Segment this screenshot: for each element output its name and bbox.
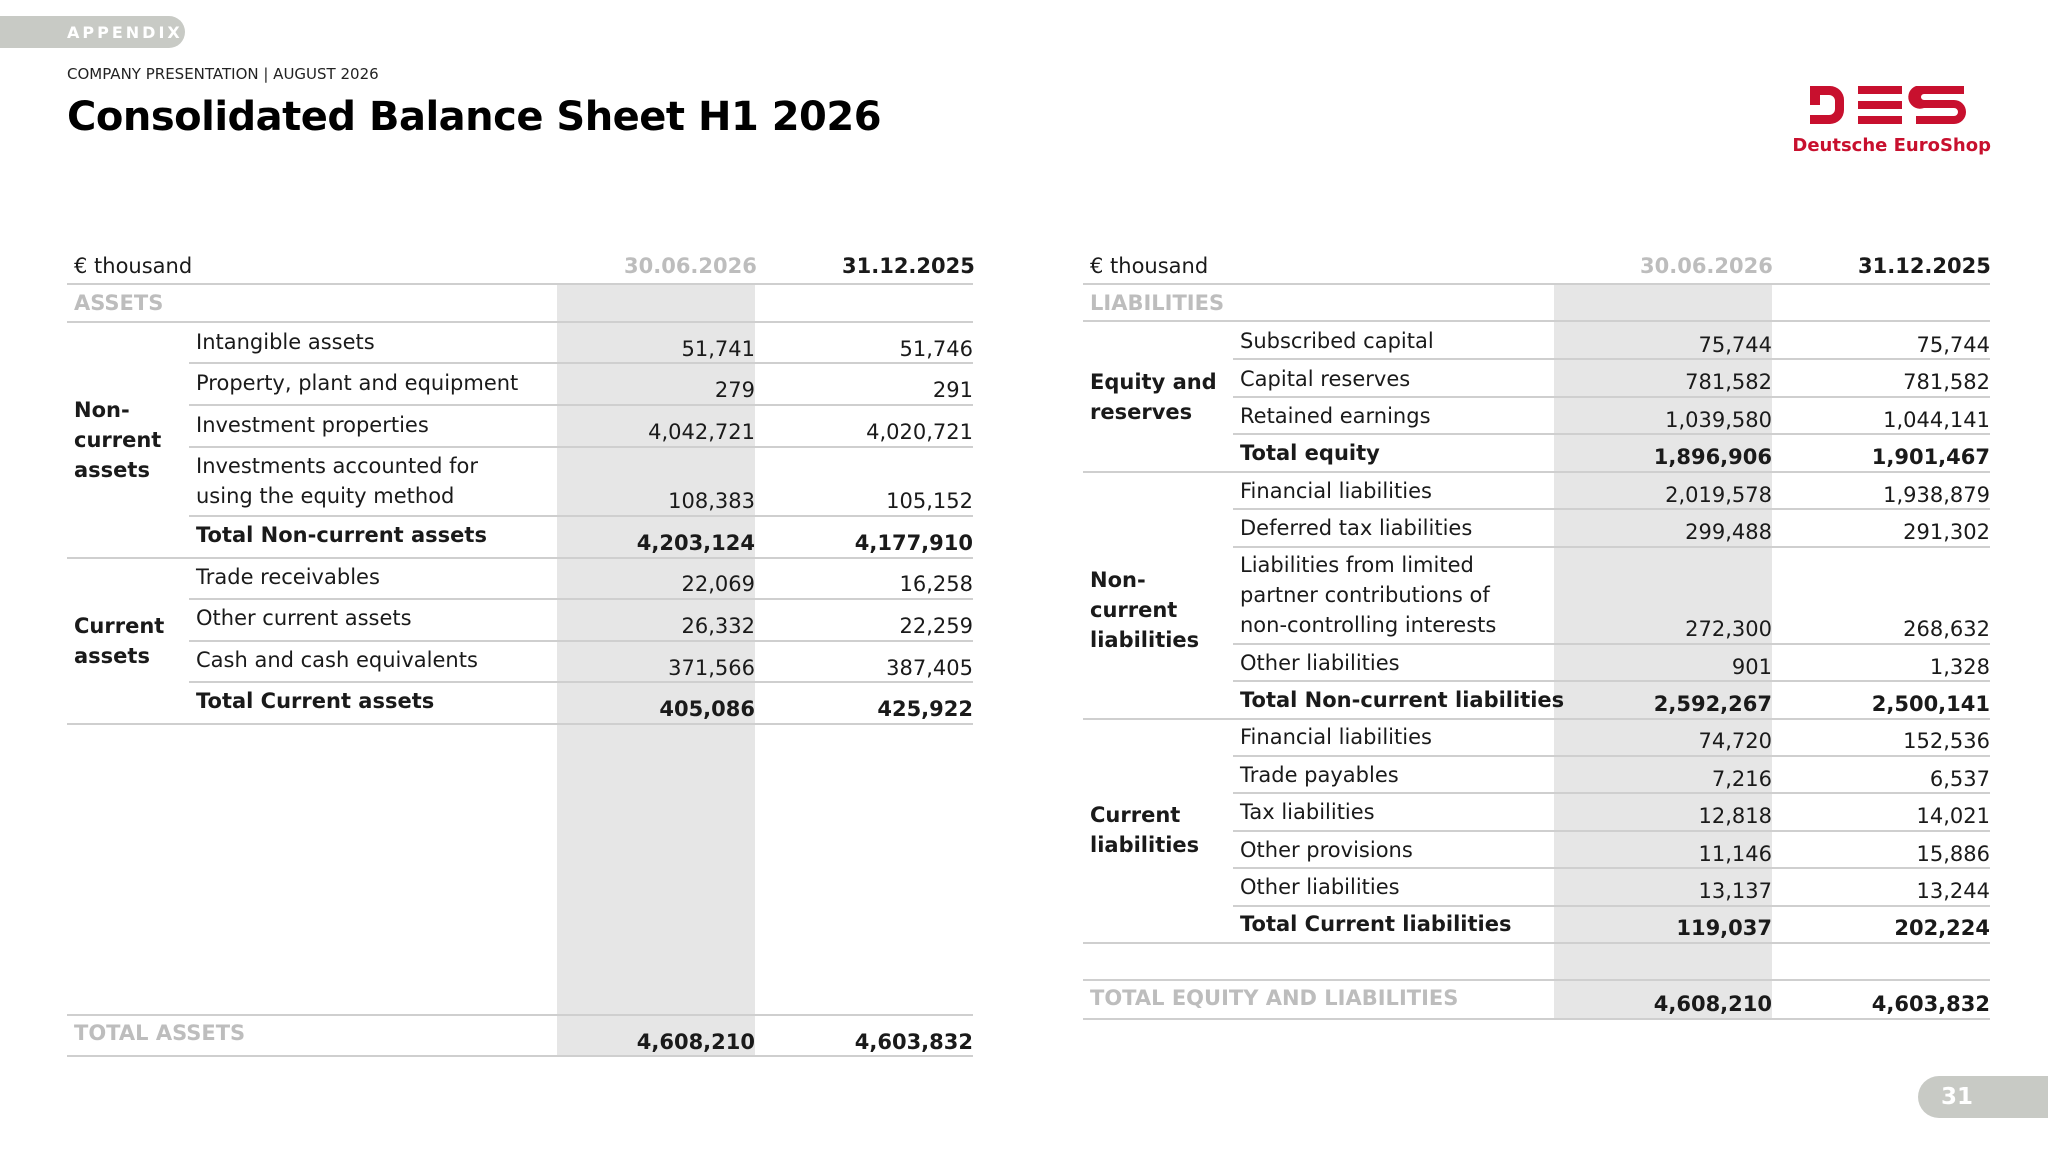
assets-total-value-current: 405,086 [659, 697, 755, 721]
divider [1233, 755, 1990, 757]
liabilities-row-value-prior: 75,744 [1916, 333, 1990, 357]
group-label-noncurrent-assets: Non-current assets [74, 398, 162, 482]
divider [1233, 867, 1990, 869]
divider [67, 557, 973, 559]
liabilities-row-value-current: 1,039,580 [1665, 408, 1772, 432]
liabilities-row-value-prior: 152,536 [1903, 729, 1990, 753]
divider [67, 1055, 973, 1057]
assets-row-value-current: 371,566 [668, 656, 755, 680]
divider [189, 362, 973, 364]
divider [1233, 358, 1990, 360]
assets-row-label: Investments accounted for using the equity method [196, 454, 479, 508]
divider [1083, 979, 1990, 981]
divider [1083, 1018, 1990, 1020]
divider [1233, 433, 1990, 435]
liabilities-row-label: Tax liabilities [1240, 800, 1375, 824]
liabilities-row-value-current: 75,744 [1698, 333, 1772, 357]
liabilities-row-label: Liabilities from limited partner contributions of non-controlling interests [1240, 553, 1497, 637]
liabilities-unit-label: € thousand [1090, 254, 1209, 278]
divider [189, 598, 973, 600]
assets-row-value-current: 108,383 [668, 489, 755, 513]
liabilities-row-value-current: 7,216 [1711, 767, 1772, 791]
divider [189, 681, 973, 683]
assets-row-value-prior: 4,020,721 [866, 420, 973, 444]
total-equity-liabilities-label: TOTAL EQUITY AND LIABILITIES [1090, 986, 1459, 1010]
liabilities-row-value-prior: 15,886 [1916, 842, 1990, 866]
liabilities-row-value-prior: 291,302 [1903, 520, 1990, 544]
section-tag-label: APPENDIX [67, 23, 183, 42]
divider [189, 446, 973, 448]
liabilities-row-label: Other provisions [1240, 838, 1413, 862]
section-tag [0, 16, 185, 48]
assets-total-label: Total Non-current assets [196, 523, 487, 547]
assets-col-current-header: 30.06.2026 [624, 254, 757, 278]
group-label-equity-reserves: Equity and reserves [1090, 370, 1217, 424]
divider [189, 404, 973, 406]
liabilities-row-value-prior: 781,582 [1903, 370, 1990, 394]
assets-row-value-prior: 291 [932, 378, 973, 402]
divider [1083, 320, 1990, 322]
liabilities-row-value-prior: 14,021 [1916, 804, 1990, 828]
liabilities-total-value-prior: 2,500,141 [1871, 692, 1990, 716]
assets-col-prior-header: 31.12.2025 [842, 254, 975, 278]
page-title: Consolidated Balance Sheet H1 2026 [67, 94, 882, 140]
liabilities-row-label: Other liabilities [1240, 875, 1400, 899]
assets-row-label: Investment properties [196, 413, 429, 437]
liabilities-row-label: Other liabilities [1240, 651, 1400, 675]
group-label-current-assets: Current assets [74, 614, 165, 668]
assets-row-value-current: 51,741 [681, 337, 755, 361]
assets-row-label: Other current assets [196, 606, 412, 630]
total-assets-value-current: 4,608,210 [636, 1030, 755, 1054]
divider [1083, 718, 1990, 720]
liabilities-total-value-current: 1,896,906 [1653, 445, 1772, 469]
assets-row-label: Intangible assets [196, 330, 375, 354]
liabilities-row-label: Financial liabilities [1240, 479, 1432, 503]
divider [67, 283, 973, 285]
divider [189, 515, 973, 517]
page-number: 31 [1941, 1084, 1974, 1110]
liabilities-row-value-current: 901 [1731, 655, 1772, 679]
divider [1233, 830, 1990, 832]
divider [67, 1014, 973, 1016]
liabilities-row-value-current: 272,300 [1685, 617, 1772, 641]
logo-wordmark: Deutsche EuroShop [1792, 135, 1991, 156]
divider [67, 723, 973, 725]
assets-row-label: Property, plant and equipment [196, 371, 519, 395]
total-equity-liabilities-value-prior: 4,603,832 [1871, 992, 1990, 1016]
assets-total-value-prior: 425,922 [877, 697, 973, 721]
liabilities-total-label: Total equity [1240, 441, 1380, 465]
assets-row-value-current: 4,042,721 [648, 420, 755, 444]
liabilities-row-value-prior: 1,938,879 [1883, 483, 1990, 507]
assets-row-value-prior: 16,258 [899, 572, 973, 596]
liabilities-total-value-prior: 1,901,467 [1871, 445, 1990, 469]
liabilities-row-value-prior: 6,537 [1929, 767, 1990, 791]
assets-total-label: Total Current assets [196, 689, 435, 713]
liabilities-total-label: Total Non-current liabilities [1240, 688, 1565, 712]
assets-row-value-prior: 105,152 [886, 489, 973, 513]
divider [1233, 546, 1990, 548]
divider [1233, 792, 1990, 794]
page-number-badge [1918, 1076, 2048, 1118]
liabilities-row-label: Subscribed capital [1240, 329, 1434, 353]
assets-total-value-prior: 4,177,910 [854, 531, 973, 555]
liabilities-row-value-prior: 268,632 [1903, 617, 1990, 641]
total-equity-liabilities-value-current: 4,608,210 [1653, 992, 1772, 1016]
total-assets-label: TOTAL ASSETS [74, 1021, 246, 1045]
assets-total-value-current: 4,203,124 [636, 531, 755, 555]
divider [1233, 508, 1990, 510]
liabilities-row-value-prior: 1,328 [1929, 655, 1990, 679]
divider [1083, 283, 1990, 285]
assets-row-value-current: 26,332 [681, 614, 755, 638]
total-assets-value-prior: 4,603,832 [854, 1030, 973, 1054]
liabilities-row-label: Capital reserves [1240, 367, 1411, 391]
divider [1233, 396, 1990, 398]
liabilities-row-label: Financial liabilities [1240, 725, 1432, 749]
liabilities-row-value-prior: 13,244 [1916, 879, 1990, 903]
divider [1233, 905, 1990, 907]
assets-row-label: Cash and cash equivalents [196, 648, 478, 672]
divider [1083, 942, 1990, 944]
liabilities-row-value-current: 11,146 [1698, 842, 1772, 866]
liabilities-row-value-current: 781,582 [1685, 370, 1772, 394]
liabilities-col-prior-header: 31.12.2025 [1858, 254, 1991, 278]
divider [67, 321, 973, 323]
divider [189, 640, 973, 642]
assets-row-value-current: 279 [714, 378, 755, 402]
assets-row-value-prior: 22,259 [899, 614, 973, 638]
liabilities-row-value-current: 74,720 [1698, 729, 1772, 753]
liabilities-row-value-current: 12,818 [1698, 804, 1772, 828]
liabilities-total-value-current: 2,592,267 [1653, 692, 1772, 716]
assets-row-value-prior: 387,405 [886, 656, 973, 680]
liabilities-row-label: Deferred tax liabilities [1240, 516, 1473, 540]
divider [1233, 643, 1990, 645]
divider [1083, 471, 1990, 473]
liabilities-total-value-current: 119,037 [1676, 916, 1772, 940]
liabilities-row-value-current: 299,488 [1685, 520, 1772, 544]
assets-row-value-current: 22,069 [681, 572, 755, 596]
liabilities-total-value-prior: 202,224 [1894, 916, 1990, 940]
liabilities-row-value-current: 13,137 [1698, 879, 1772, 903]
liabilities-row-value-current: 2,019,578 [1665, 483, 1772, 507]
assets-section-label: ASSETS [74, 291, 164, 315]
assets-row-label: Trade receivables [196, 565, 380, 589]
group-label-current-liabilities: Current liabilities [1090, 803, 1200, 857]
liabilities-row-label: Trade payables [1240, 763, 1399, 787]
divider [1233, 680, 1990, 682]
liabilities-col-current-header: 30.06.2026 [1640, 254, 1773, 278]
presentation-subtitle: COMPANY PRESENTATION | AUGUST 2026 [67, 65, 379, 83]
liabilities-section-label: LIABILITIES [1090, 291, 1225, 315]
liabilities-row-value-prior: 1,044,141 [1883, 408, 1990, 432]
liabilities-row-label: Retained earnings [1240, 404, 1431, 428]
group-label-noncurrent-liabilities: Non-current liabilities [1090, 568, 1200, 652]
assets-unit-label: € thousand [74, 254, 193, 278]
assets-row-value-prior: 51,746 [899, 337, 973, 361]
liabilities-total-label: Total Current liabilities [1240, 912, 1512, 936]
